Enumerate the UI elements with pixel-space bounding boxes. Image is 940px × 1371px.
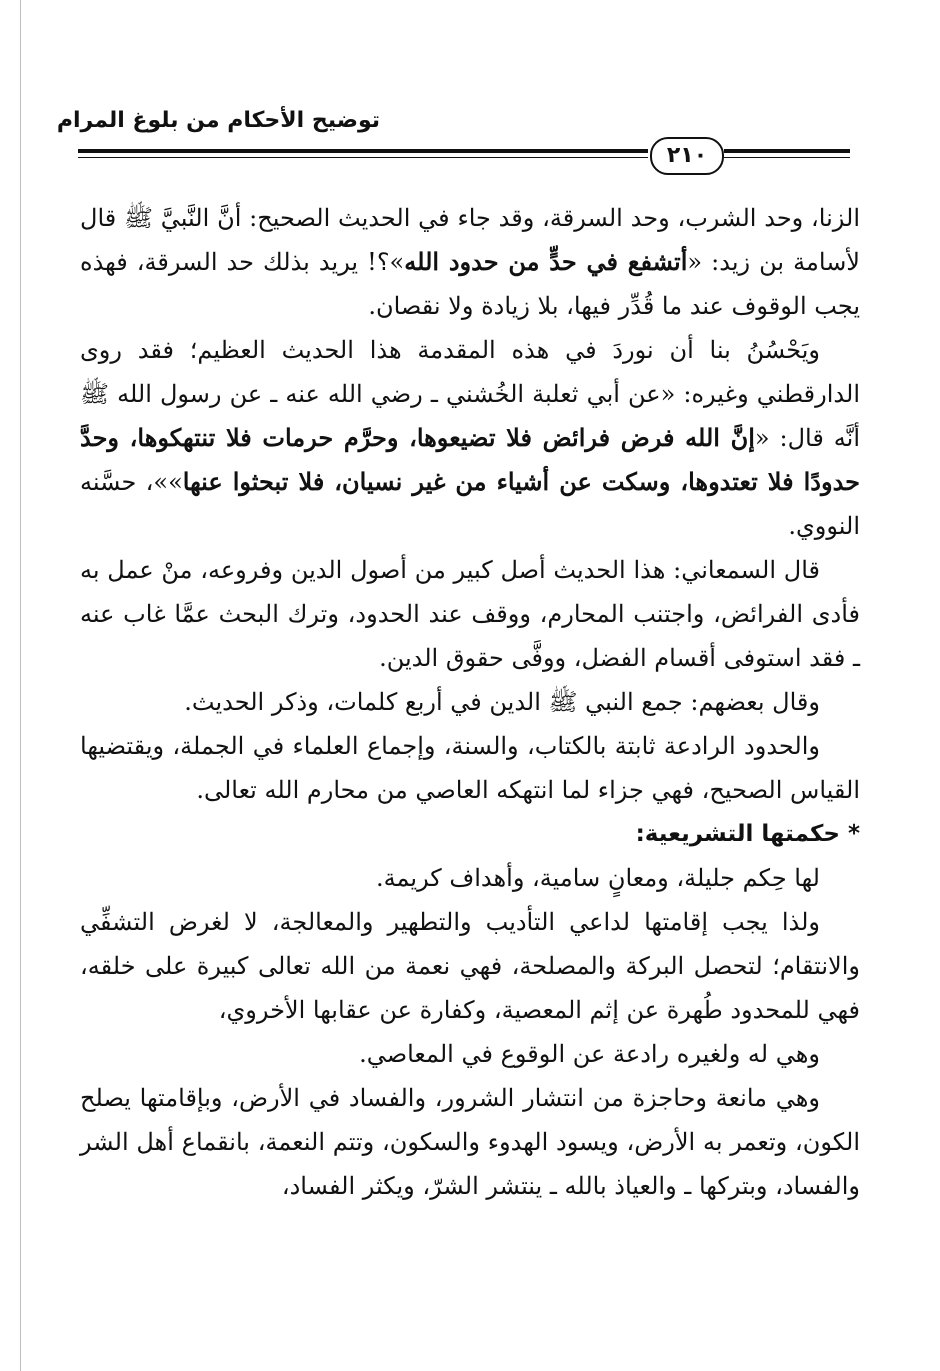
running-title: توضيح الأحكام من بلوغ المرام bbox=[56, 108, 380, 133]
header-rule-right-thin bbox=[724, 157, 850, 158]
page-header bbox=[0, 0, 940, 180]
page-body bbox=[80, 196, 860, 1208]
paragraph-deterrent-hudud: والحدود الرادعة ثابتة بالكتاب، والسنة، وإجماع العلماء في الجملة، ويقتضيها القياس الصحيح، فهي جزاء لما انتهكه العاصي من محارم الله تعالى. bbox=[80, 732, 860, 804]
paragraph-samani: قال السمعاني: هذا الحديث أصل كبير من أصول الدين وفروعه، منْ عمل به فأدى الفرائض، واجتنب المحارم، ووقف عند الحدود، وترك البحث عمَّا غاب عنه ـ فقد استوفى أقسام الفضل، ووفَّى حقوق الدين. bbox=[80, 556, 860, 672]
paragraph-text: الزنا، وحد الشرب، وحد السرقة، وقد جاء في الحديث الصحيح: أنَّ النَّبيَّ ﷺ قال لأسامة بن زيد: « bbox=[80, 204, 861, 276]
section-star-icon: * bbox=[847, 821, 860, 847]
paragraph-text-end: »؟! يريد بذلك حد السرقة، فهذه يجب الوقوف عند ما قُدِّر فيها، بلا زيادة ولا نقصان. bbox=[80, 248, 860, 320]
page-number-badge: ٢١٠ bbox=[650, 137, 724, 175]
hadith-quote-bold: إنَّ الله فرض فرائض فلا تضيعوها، وحرَّم حرمات فلا تنتهكوها، وحدَّ حدودًا فلا تعتدوها، وسكت عن أشياء من غير نسيان، فلا تبحثوا عنها bbox=[80, 423, 860, 496]
hadith-quote-bold: أتشفع في حدٍّ من حدود الله bbox=[404, 247, 688, 276]
paragraph-hadith-intro bbox=[80, 328, 860, 548]
section-heading bbox=[80, 812, 860, 856]
paragraph-hudud-types bbox=[80, 196, 860, 328]
paragraph-wisdoms: لها حِكم جليلة، ومعانٍ سامية، وأهداف كريمة. bbox=[376, 864, 820, 892]
header-rule-right-thick bbox=[724, 149, 850, 153]
header-rule-left-thick bbox=[78, 149, 648, 153]
paragraph-four-words: وقال بعضهم: جمع النبي ﷺ الدين في أربع كلمات، وذكر الحديث. bbox=[184, 688, 820, 716]
paragraph-deterrence: وهي له ولغيره رادعة عن الوقوع في المعاصي. bbox=[359, 1040, 820, 1068]
paragraph-text-end: »»، حسَّنه النووي. bbox=[80, 468, 860, 540]
paragraph-purpose: ولذا يجب إقامتها لداعي التأديب والتطهير والمعالجة، لا لغرض التشفِّي والانتقام؛ لتحصل البركة والمصلحة، فهي نعمة من الله تعالى كبيرة على خلقه، فهي للمحدود طُهرة عن إثم المعصية، وكفارة عن عقابها الأخروي، bbox=[80, 908, 860, 1024]
scan-edge-line bbox=[20, 0, 21, 1371]
paragraph-text: ويَحْسُنُ بنا أن نوردَ في هذه المقدمة هذا الحديث العظيم؛ فقد روى الدارقطني وغيره: «عن أبي ثعلبة الخُشني ـ رضي الله عنه ـ عن رسول الله ﷺ أنَّه قال: « bbox=[80, 336, 860, 452]
paragraph-prevention: وهي مانعة وحاجزة من انتشار الشرور، والفساد في الأرض، وبإقامتها يصلح الكون، وتعمر به الأرض، ويسود الهدوء والسكون، وتتم النعمة، بانقماع أهل الشر والفساد، وبتركها ـ والعياذ بالله ـ ينتشر الشرّ، ويكثر الفساد، bbox=[80, 1084, 860, 1200]
section-heading-text: حكمتها التشريعية: bbox=[635, 821, 840, 847]
header-rule-left-thin bbox=[78, 157, 648, 158]
